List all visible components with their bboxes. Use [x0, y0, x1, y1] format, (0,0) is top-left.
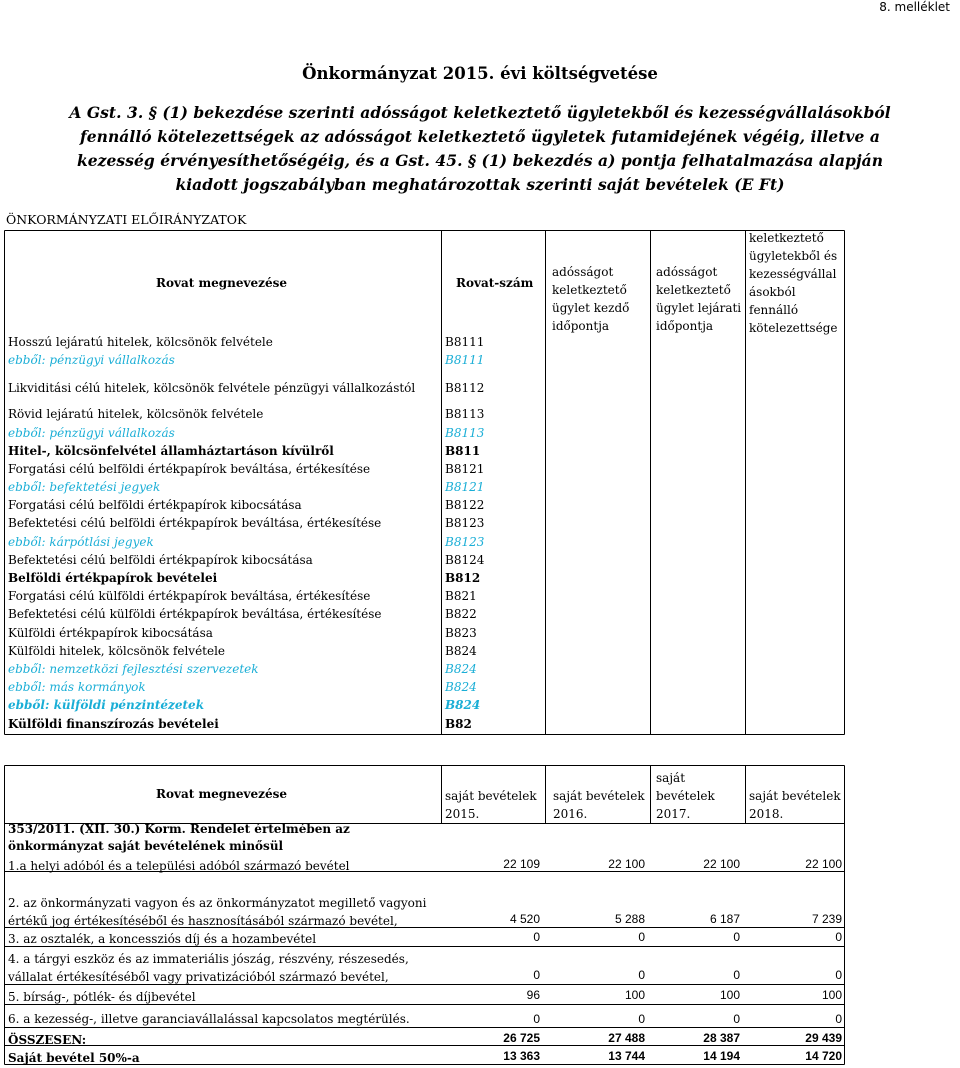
table2-value: 29 439 — [805, 1031, 842, 1045]
table1-row-name: Forgatási célú külföldi értékpapírok beváltása, értékesítése — [8, 589, 371, 603]
table1-row-code: B824 — [445, 644, 477, 658]
table2-value: 14 194 — [703, 1049, 740, 1063]
table1-row-name: ebből: nemzetközi fejlesztési szervezetek — [8, 662, 259, 676]
table1-row-name: Hosszú lejáratú hitelek, kölcsönök felvétele — [8, 335, 273, 349]
table1-row-code: B8113 — [445, 407, 485, 421]
table2-value: 0 — [638, 1012, 645, 1026]
table2-value: 0 — [533, 930, 540, 944]
table2-value: 100 — [821, 988, 842, 1002]
table2-row-label — [8, 930, 316, 948]
table1-row-name: Külföldi értékpapírok kibocsátása — [8, 626, 213, 640]
table1-row-code: B822 — [445, 607, 477, 621]
table2-value: 0 — [733, 968, 740, 982]
table2-value: 0 — [835, 1012, 842, 1026]
header-line: adósságot — [656, 265, 718, 279]
header-line: időpontja — [656, 319, 714, 333]
table2-value: 7 239 — [811, 912, 842, 926]
row-label-line: 4. a tárgyi eszköz és az immateriális jószág, részvény, részesedés, — [8, 952, 409, 966]
table2-row-label — [8, 894, 426, 930]
header-line: 2016. — [553, 807, 588, 821]
table1-row-name: Rövid lejáratú hitelek, kölcsönök felvétele — [8, 407, 264, 421]
header-line: ásokból — [749, 285, 796, 299]
table2-header-2018 — [749, 787, 841, 823]
table2-value: 0 — [533, 1012, 540, 1026]
table2-row-label — [8, 1049, 140, 1067]
table1-row-name: Belföldi értékpapírok bevételei — [8, 571, 218, 585]
table2-row-label — [8, 988, 196, 1006]
table1-row-code: B8121 — [445, 462, 485, 476]
section-label: ÖNKORMÁNYZATI ELŐIRÁNYZATOK — [6, 212, 247, 227]
table2-value: 13 363 — [503, 1049, 540, 1063]
header-line: saját bevételek — [445, 789, 537, 803]
table1-row-code: B8124 — [445, 553, 485, 567]
table2-value: 14 720 — [805, 1049, 842, 1063]
table1-row-code: B8111 — [445, 335, 485, 349]
subtitle-line: kezesség érvényesíthetőségéig, és a Gst. 45. § (1) bekezdés a) pontja felhatalmazása alapján — [76, 151, 884, 170]
table1-row-code: B824 — [445, 662, 477, 676]
header-line: adósságot — [552, 265, 614, 279]
header-line: kötelezettsége — [749, 321, 838, 335]
table1-row-code: B821 — [445, 589, 477, 603]
table1-header-start — [552, 263, 629, 335]
table1-row-code: B811 — [445, 444, 481, 458]
intro-line: 353/2011. (XII. 30.) Korm. Rendelet értelmében az — [8, 822, 350, 836]
header-line: időpontja — [552, 319, 610, 333]
table1-row-code: B8113 — [445, 426, 485, 440]
header-line: ügyletekből és — [749, 249, 838, 263]
table1-row-name: ebből: külföldi pénzintézetek — [8, 698, 205, 712]
intro-line: önkormányzat saját bevételének minősül — [8, 839, 284, 853]
row-label-line: 1.a helyi adóból és a települési adóból származó bevétel — [8, 859, 350, 873]
subtitle-line: kiadott jogszabályban meghatározottak szerinti saját bevételek (E Ft) — [175, 175, 785, 194]
table1-row-name: ebből: befektetési jegyek — [8, 480, 161, 494]
table2-value: 13 744 — [608, 1049, 645, 1063]
row-label-line: 3. az osztalék, a koncessziós díj és a hozambevétel — [8, 932, 317, 946]
table2-value: 28 387 — [703, 1031, 740, 1045]
row-label-line: 2. az önkormányzati vagyon és az önkormányzatot megillető vagyoni — [8, 896, 427, 910]
table1-header-end — [656, 263, 741, 335]
table2-value: 22 109 — [503, 857, 540, 871]
table2-value: 96 — [526, 988, 540, 1002]
table2-row-label — [8, 950, 409, 986]
table1-row-code: B824 — [445, 698, 481, 712]
header-line: ügylet kezdő — [552, 301, 630, 315]
table2-header-2017 — [656, 769, 715, 823]
header-line: keletkeztető — [552, 283, 627, 297]
table1-row-name: Külföldi hitelek, kölcsönök felvétele — [8, 644, 226, 658]
table1-row-name: Hitel-, kölcsönfelvétel államháztartáson kívülről — [8, 444, 334, 458]
header-line: 2015. — [445, 807, 480, 821]
page-title: Önkormányzat 2015. évi költségvetése — [302, 64, 658, 83]
table1-row-name: Likviditási célú hitelek, kölcsönök felvétele pénzügyi vállalkozástól — [8, 381, 416, 395]
table2-value: 27 488 — [608, 1031, 645, 1045]
table1-row-code: B824 — [445, 680, 477, 694]
table1-row-code: B8123 — [445, 516, 485, 530]
table1-row-code: B8111 — [445, 353, 485, 367]
row-label-line: értékű jog értékesítéséből és hasznosításából származó bevétel, — [8, 914, 398, 928]
row-label-line: 6. a kezesség-, illetve garanciavállalással kapcsolatos megtérülés. — [8, 1012, 410, 1026]
table1-row-name: Befektetési célú belföldi értékpapírok kibocsátása — [8, 553, 313, 567]
table1-row-code: B8121 — [445, 480, 485, 494]
table2-value: 4 520 — [509, 912, 540, 926]
subtitle-line: fennálló kötelezettségek az adósságot keletkeztető ügyletek futamidejének végéig, illetve a — [80, 127, 880, 146]
table2-value: 100 — [624, 988, 645, 1002]
table1-row-name: Forgatási célú belföldi értékpapírok beváltása, értékesítése — [8, 462, 371, 476]
table1-row-code: B823 — [445, 626, 477, 640]
table1-row-code: B82 — [445, 717, 472, 731]
header-line: bevételek — [656, 789, 715, 803]
header-line: keletkeztető — [656, 283, 731, 297]
table2-value: 5 288 — [614, 912, 645, 926]
header-line: saját — [656, 771, 686, 785]
table2-row-label — [8, 1031, 86, 1049]
table1-header-code: Rovat-szám — [456, 276, 534, 290]
table1-header-name: Rovat megnevezése — [156, 276, 287, 290]
table1-row-name: ebből: más kormányok — [8, 680, 146, 694]
page-subtitle — [20, 101, 940, 197]
table1-row-name: ebből: pénzügyi vállalkozás — [8, 353, 175, 367]
row-label-line: Saját bevétel 50%-a — [8, 1051, 140, 1065]
table1-row-code: B8112 — [445, 381, 485, 395]
table1-row-name: ebből: kárpótlási jegyek — [8, 535, 154, 549]
table2-value: 22 100 — [805, 857, 842, 871]
subtitle-line: A Gst. 3. § (1) bekezdése szerinti adósságot keletkeztető ügyletekből és kezességvállalásokból — [69, 103, 891, 122]
table1-row-name: Befektetési célú belföldi értékpapírok beváltása, értékesítése — [8, 516, 382, 530]
table1-row-name: Forgatási célú belföldi értékpapírok kibocsátása — [8, 498, 302, 512]
table1-row-name: Befektetési célú külföldi értékpapírok beváltása, értékesítése — [8, 607, 382, 621]
header-line: kezességvállal — [749, 267, 837, 281]
table2-value: 0 — [835, 930, 842, 944]
table1-row-code: B8123 — [445, 535, 485, 549]
table2-value: 6 187 — [709, 912, 740, 926]
table2-value: 22 100 — [703, 857, 740, 871]
table2-value: 26 725 — [503, 1031, 540, 1045]
table2-value: 0 — [733, 1012, 740, 1026]
header-line: 2017. — [656, 807, 691, 821]
table2-value: 0 — [533, 968, 540, 982]
table2-value: 0 — [638, 968, 645, 982]
table1-row-name: ebből: pénzügyi vállalkozás — [8, 426, 175, 440]
table1-header-obligation — [749, 229, 837, 337]
header-line: 2018. — [749, 807, 784, 821]
header-line: saját bevételek — [553, 789, 645, 803]
table2-value: 0 — [733, 930, 740, 944]
table2-value: 22 100 — [608, 857, 645, 871]
row-label-line: vállalat értékesítéséből vagy privatizációból származó bevétel, — [8, 970, 389, 984]
table2-header-2016 — [553, 787, 645, 823]
table2-header-name: Rovat megnevezése — [156, 787, 287, 801]
table2-header-2015 — [445, 787, 537, 823]
header-line: keletkeztető — [749, 231, 824, 245]
table2-row-label — [8, 857, 350, 875]
row-label-line: 5. bírság-, pótlék- és díjbevétel — [8, 990, 196, 1004]
header-line: saját bevételek — [749, 789, 841, 803]
row-label-line: ÖSSZESEN: — [8, 1033, 87, 1047]
table2-value: 100 — [719, 988, 740, 1002]
table2-row-label — [8, 1010, 410, 1028]
table1-row-code: B8122 — [445, 498, 485, 512]
header-line: fennálló — [749, 303, 799, 317]
table2-value: 0 — [638, 930, 645, 944]
table2-value: 0 — [835, 968, 842, 982]
table1-row-name: Külföldi finanszírozás bevételei — [8, 717, 219, 731]
annex-label: 8. melléklet — [879, 0, 950, 14]
header-line: ügylet lejárati — [656, 301, 742, 315]
table1-row-code: B812 — [445, 571, 481, 585]
table2-intro — [8, 821, 350, 855]
